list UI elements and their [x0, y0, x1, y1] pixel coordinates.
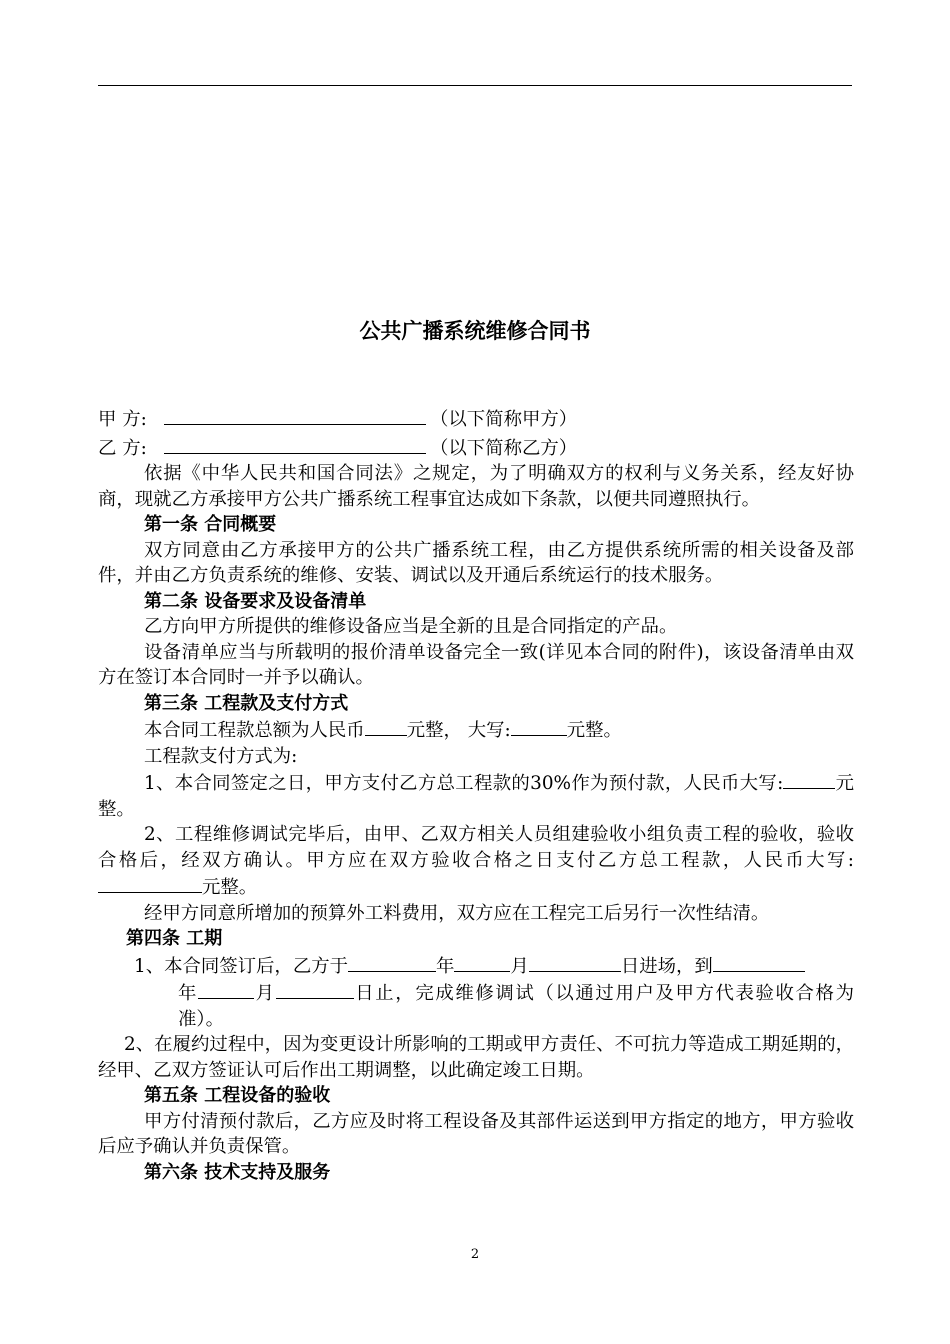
article-3-total — [98, 716, 854, 744]
schedule-text-c: 日止，完成维修调试（以通过用户及甲方代表验收合格为准）。 — [178, 983, 854, 1030]
intro-paragraph: 依据《中华人民共和国合同法》之规定，为了明确双方的权利与义务关系，经友好协商，现就乙方承接甲方公共广播系统工程事宜达成如下条款，以便共同遵照执行。 — [98, 463, 854, 510]
party-a-blank — [164, 404, 426, 425]
party-b-line — [98, 433, 854, 462]
article-5-paragraph: 甲方付清预付款后，乙方应及时将工程设备及其部件运送到甲方指定的地方，甲方验收后应予确认并负责保管。 — [98, 1110, 854, 1157]
total-capital-blank — [511, 716, 567, 736]
schedule-item-1 — [98, 952, 854, 980]
party-a-note: （以下简称甲方） — [430, 409, 578, 430]
start-day-blank — [529, 952, 621, 972]
payment-item-2 — [98, 822, 854, 901]
extra-costs-paragraph: 经甲方同意所增加的预算外工料费用，双方应在工程完工后另行一次性结清。 — [144, 902, 770, 924]
article-6-heading: 第六条 技术支持及服务 — [144, 1161, 331, 1183]
article-1-heading: 第一条 合同概要 — [144, 514, 277, 535]
total-amount-blank — [365, 716, 407, 736]
start-month-label: 月 — [510, 955, 529, 977]
end-year-blank — [713, 952, 805, 972]
header-rule — [98, 85, 852, 86]
end-month-blank — [198, 979, 254, 999]
start-year-blank — [348, 952, 436, 972]
article-2-heading: 第二条 设备要求及设备清单 — [144, 590, 367, 612]
party-b-note: （以下简称乙方） — [430, 437, 578, 459]
article-1-paragraph: 双方同意由乙方承接甲方的公共广播系统工程，由乙方提供系统所需的相关设备及部件，并由乙方负责系统的维修、安装、调试以及开通后系统运行的技术服务。 — [98, 539, 854, 586]
party-a-label: 甲 方: — [98, 409, 147, 430]
start-year-label: 年 — [436, 955, 455, 977]
contract-title: 公共广播系统维修合同书 — [359, 319, 591, 343]
party-b-blank — [164, 433, 426, 454]
end-month-label: 月 — [254, 983, 276, 1004]
article-5-heading: 第五条 工程设备的验收 — [144, 1085, 331, 1106]
schedule-item-1-cont — [98, 979, 854, 1032]
payment-item-2-text: 2、工程维修调试完毕后，由甲、乙双方相关人员组建验收小组负责工程的验收，验收合格后，经双方确认。甲方应在双方验收合格之日支付乙方总工程款，人民币大写: — [98, 824, 854, 871]
payment-item-1 — [98, 769, 854, 822]
article-4-heading: 第四条 工期 — [126, 928, 223, 949]
article-2-paragraph-1: 乙方向甲方所提供的维修设备应当是全新的且是合同指定的产品。 — [144, 616, 678, 637]
party-b-label: 乙 方: — [98, 437, 147, 459]
page-number: 2 — [470, 1247, 480, 1262]
schedule-item-2: 2、在履约过程中，因为变更设计所影响的工期或甲方责任、不可抗力等造成工期延期的，经甲、乙双方签证认可后作出工期调整，以此确定竣工日期。 — [98, 1034, 854, 1081]
payment-method: 工程款支付方式为: — [144, 745, 298, 767]
party-a-line — [98, 404, 854, 433]
total-text-c: 元整。 — [566, 720, 622, 741]
payment-item-2-end: 元整。 — [202, 877, 258, 898]
start-month-blank — [454, 952, 510, 972]
payment-item-2-blank — [98, 873, 202, 893]
payment-item-1-blank — [783, 769, 835, 789]
schedule-text-b: 日进场，到 — [620, 955, 713, 977]
payment-item-1-end: 元整。 — [98, 773, 854, 820]
end-day-blank — [276, 979, 354, 999]
schedule-text-a: 1、本合同签订后，乙方于 — [134, 955, 348, 977]
payment-item-1-text: 1、本合同签定之日，甲方支付乙方总工程款的30%作为预付款，人民币大写: — [144, 773, 784, 794]
contract-body — [98, 404, 854, 1185]
article-2-paragraph-2: 设备清单应当与所载明的报价清单设备完全一致(详见本合同的附件)，该设备清单由双方在签订本合同时一并予以确认。 — [98, 641, 854, 688]
total-text-b: 元整， 大写: — [406, 720, 511, 741]
total-text-a: 本合同工程款总额为人民币 — [144, 720, 365, 741]
end-year-label: 年 — [178, 983, 199, 1004]
article-3-heading: 第三条 工程款及支付方式 — [144, 692, 349, 714]
